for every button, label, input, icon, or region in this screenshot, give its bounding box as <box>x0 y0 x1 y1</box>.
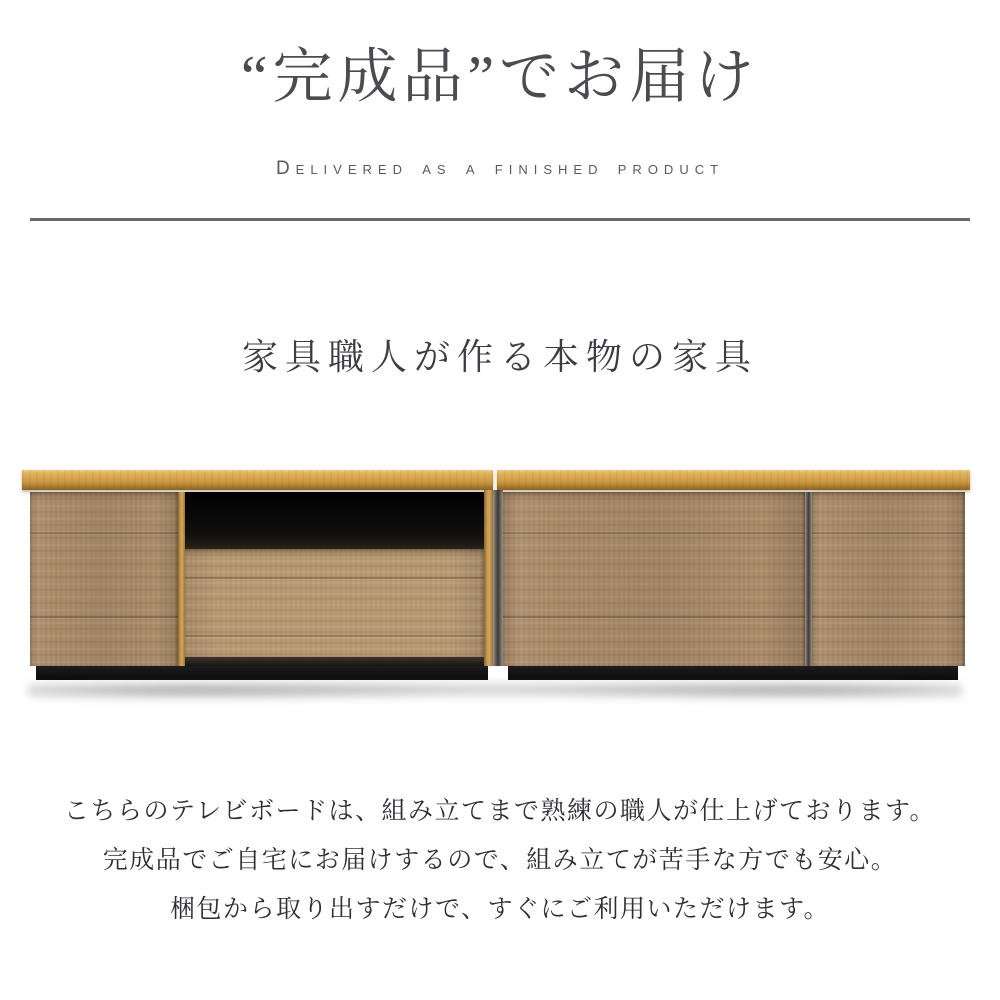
tv-board-open-shelf <box>185 492 484 549</box>
tv-board-top-right <box>497 470 970 490</box>
tv-board-plinth-left <box>36 666 488 680</box>
tv-board-plinth-right <box>508 666 958 680</box>
description-section <box>0 787 1000 934</box>
page-title: “完成品”でお届け <box>240 44 760 110</box>
tv-board-unit-seam <box>493 490 503 666</box>
description-line: 完成品でご自宅にお届けするので、組み立てが苦手な方でも安心。 <box>102 847 898 874</box>
page-subtitle: Delivered as a finished product <box>275 158 725 179</box>
tv-board-door-seam <box>805 492 812 666</box>
description-line: こちらのテレビボードは、組み立てまで熟練の職人が仕上げております。 <box>63 798 936 825</box>
tv-board-center-door <box>503 492 805 666</box>
tv-board-frame-strip-left <box>178 492 185 666</box>
tv-board-left-door <box>30 492 178 666</box>
tv-board-side-edge <box>484 490 493 666</box>
tv-board-top-left <box>22 470 493 490</box>
floor-shadow <box>28 682 962 708</box>
tv-board-right-door <box>812 492 965 666</box>
tv-board-drawer-front <box>185 549 484 657</box>
description-line: 梱包から取り出すだけで、すぐにご利用いただけます。 <box>169 896 830 923</box>
tv-board-drawer-gap <box>185 657 484 666</box>
section-heading: 家具職人が作る本物の家具 <box>241 337 758 377</box>
